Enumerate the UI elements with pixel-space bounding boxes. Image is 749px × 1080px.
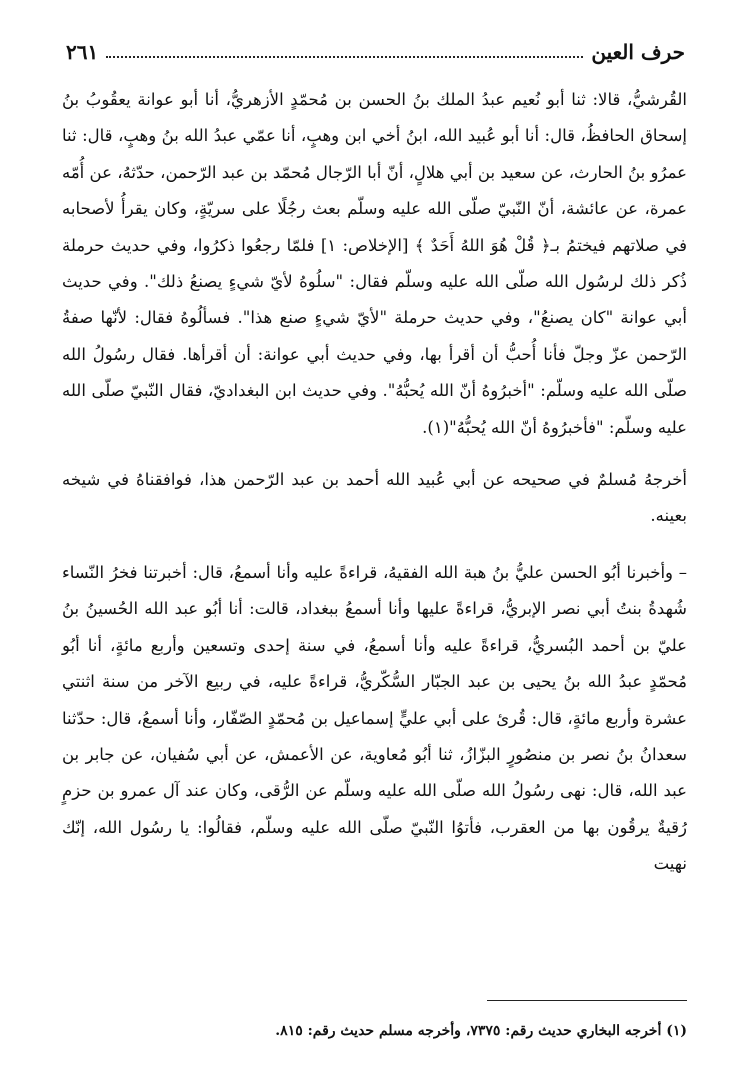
header-dot-leader: [106, 56, 583, 58]
page-number: ٢٦١: [66, 40, 99, 64]
paragraph-isnad: – وأخبرنا أبُو الحسن عليُّ بنُ هبة الله الفقيهُ، قراءةً عليه وأنا أسمعُ، قال: أخبرتنا فخرُ النّساء شُهدةُ بنتُ أبي نصر الإبريُّ، قراءةً عليها وأنا أسمعُ ببغداد، قالت: أنا أبُو عبد الله الحُسينُ بنُ عليّ بن أحمد البُسريُّ، قراءةً عليه وأنا أسمعُ، في سنة إحدى وتسعين وأربع مائةٍ، أنا أبُو مُحمّدٍ عبدُ الله بنُ يحيى بن عبد الجبّار السُّكّريُّ، قراءةً عليه، في ربيع الآخر من سنة اثنتي عشرة وأربع مائةٍ، قال: قُرئ على أبي عليٍّ إسماعيل بن مُحمّدٍ الصّفّار، وأنا أسمعُ، قال: حدّثنا سعدانُ بنُ نصر بن منصُورٍ البزّازُ، ثنا أبُو مُعاوية، عن الأعمش، عن أبي سُفيان، عن جابر بن عبد الله، قال: نهى رسُولُ الله صلّى الله عليه وسلّم عن الرُّقى، وكان عند آل عمرو بن حزمٍ رُقيةٌ يرقُون بها من العقرب، فأتوُا النّبيّ صلّى الله عليه وسلّم، فقالُوا: يا رسُول الله، إنّك نهيت: [62, 562, 687, 874]
chapter-title: حرف العين: [591, 40, 685, 64]
footnote-separator: [487, 1000, 687, 1001]
paragraph-hadith-text: القُرشيُّ، قالا: ثنا أبو نُعيم عبدُ الملك بنُ الحسن بن مُحمّدٍ الأزهريُّ، أنا أبو عوانة يعقُوبُ بنُ إسحاق الحافظُ، قال: أنا أبو عُبيد الله، ابنُ أخي ابن وهبٍ، أنا عمّي عبدُ الله بنُ وهبٍ، قال: ثنا عمرُو بنُ الحارث، عن سعيد بن أبي هلالٍ، أنّ أبا الرّجال مُحمّد بن عبد الرّحمن، حدّثهُ، عن أُمّه عمرة، عن عائشة، أنّ النّبيّ صلّى الله عليه وسلّم بعث رجُلًا على سريّةٍ، وكان يقرأُ لأصحابه في صلاتهم فيختمُ بـ﴿ قُلْ هُوَ اللهُ أَحَدٌ ﴾ [الإخلاص: ١] فلمّا رجعُوا ذكرُوا، وفي حديث حرملة ذُكر ذلك لرسُول الله صلّى الله عليه وسلّم فقال: "سلُوهُ لأيّ شيءٍ يصنعُ ذلك". وفي حديث أبي عوانة "كان يصنعُ"، وفي حديث حرملة "لأيّ شيءٍ صنع هذا". فسألُوهُ فقال: لأنّها صفةُ الرّحمن عزّ وجلّ فأنا أُحبُّ أن أقرأ بها، وفي حديث أبي عوانة: أن أقرأها. فقال رسُولُ الله صلّى الله عليه وسلّم: "أخبرُوهُ أنّ الله يُحبُّهُ". وفي حديث ابن البغداديّ، فقال النّبيّ صلّى الله عليه وسلّم: "فأخبرُوهُ أنّ الله يُحبُّهُ"(١).: [62, 90, 687, 437]
paragraph-takhrij: أخرجهُ مُسلمٌ في صحيحه عن أبي عُبيد الله أحمد بن عبد الرّحمن هذا، فوافقناهُ في شيخه بعينه.: [62, 470, 687, 526]
running-header: [66, 34, 685, 64]
main-text: [62, 82, 687, 883]
footnote: (١) أخرجه البخاري حديث رقم: ٧٣٧٥، وأخرجه مسلم حديث رقم: ٨١٥.: [275, 1023, 687, 1039]
